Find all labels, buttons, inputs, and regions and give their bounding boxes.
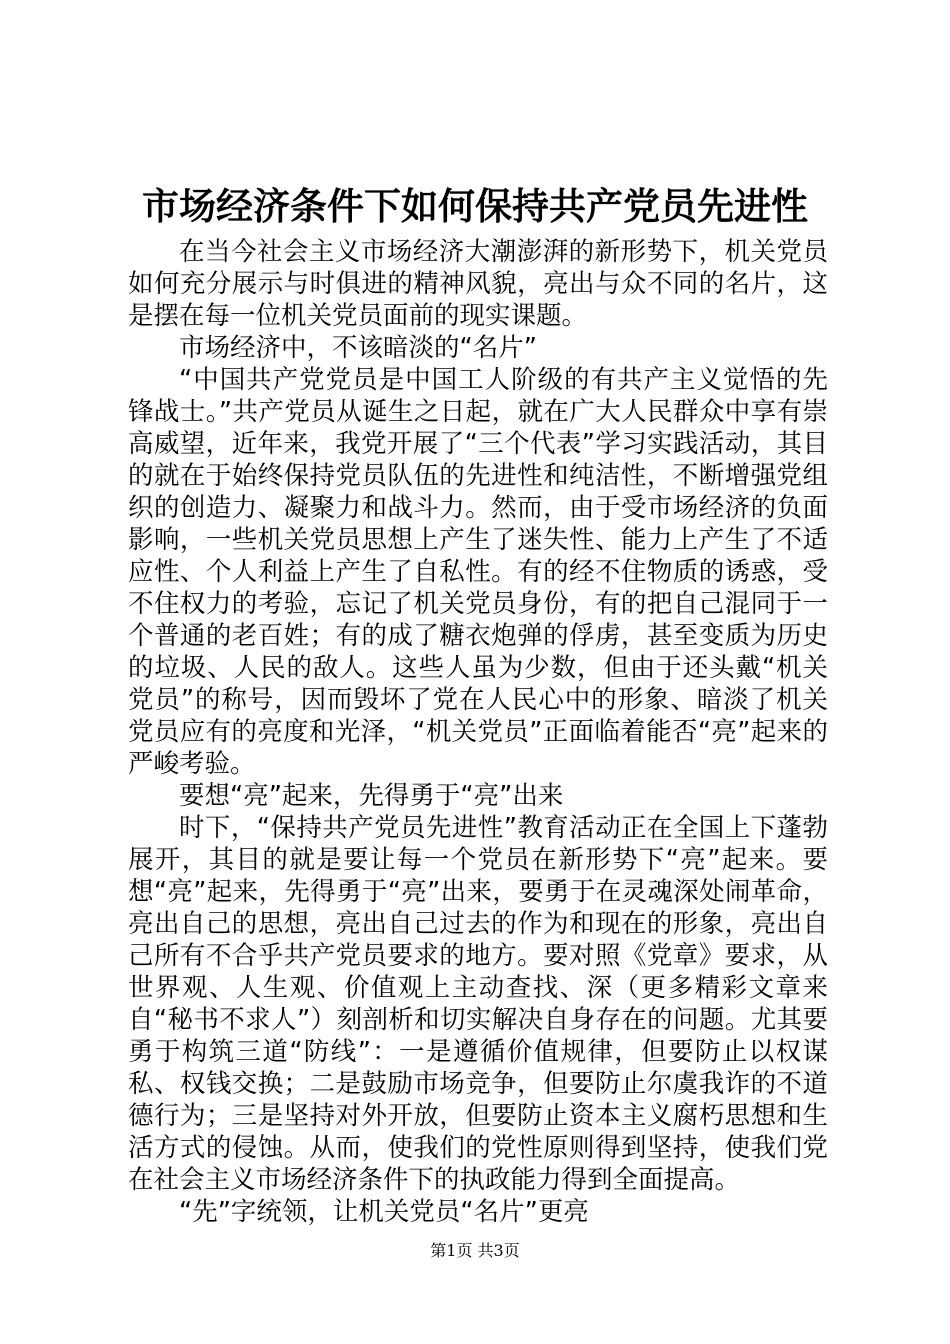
paragraph-intro: 在当今社会主义市场经济大潮澎湃的新形势下，机关党员如何充分展示与时俱进的精神风貌，亮出与众不同的名片，这是摆在每一位机关党员面前的现实课题。 xyxy=(128,237,828,331)
page-number-footer: 第1页 共3页 xyxy=(430,1241,520,1260)
section-heading-3: “先”字统领，让机关党员“名片”更亮 xyxy=(179,1197,589,1227)
document-title: 市场经济条件下如何保持共产党员先进性 xyxy=(142,185,808,228)
document-body xyxy=(128,236,828,1228)
paragraph-2: 时下，“保持共产党员先进性”教育活动正在全国上下蓬勃展开，其目的就是要让每一个党员在新形势下“亮”起来。要想“亮”起来，先得勇于“亮”出来，要勇于在灵魂深处闹革命，亮出自己的思想，亮出自己过去的作为和现在的形象，亮出自己所有不合乎共产党员要求的地方。要对照《党章》要求，从世界观、人生观、价值观上主动查找、深（更多精彩文章来自“秘书不求人”）刻剖析和切实解决自身存在的问题。尤其要勇于构筑三道“防线”：一是遵循价值规律，但要防止以权谋私、权钱交换；二是鼓励市场竞争，但要防止尔虞我诈的不道德行为；三是坚持对外开放，但要防止资本主义腐朽思想和生活方式的侵蚀。从而，使我们的党性原则得到坚持，使我们党在社会主义市场经济条件下的执政能力得到全面提高。 xyxy=(128,813,828,1195)
section-heading-1: 市场经济中，不该暗淡的“名片” xyxy=(179,333,537,363)
paragraph-1: “中国共产党党员是中国工人阶级的有共产主义觉悟的先锋战士。”共产党员从诞生之日起，就在广大人民群众中享有崇高威望，近年来，我党开展了“三个代表”学习实践活动，其目的就在于始终保持党员队伍的先进性和纯洁性，不断增强党组织的创造力、凝聚力和战斗力。然而，由于受市场经济的负面影响，一些机关党员思想上产生了迷失性、能力上产生了不适应性、个人利益上产生了自私性。有的经不住物质的诱惑，受不住权力的考验，忘记了机关党员身份，有的把自己混同于一个普通的老百姓；有的成了糖衣炮弹的俘虏，甚至变质为历史的垃圾、人民的敌人。这些人虽为少数，但由于还头戴“机关党员”的称号，因而毁坏了党在人民心中的形象、暗淡了机关党员应有的亮度和光泽，“机关党员”正面临着能否“亮”起来的严峻考验。 xyxy=(128,365,828,779)
section-heading-2: 要想“亮”起来，先得勇于“亮”出来 xyxy=(179,781,564,811)
